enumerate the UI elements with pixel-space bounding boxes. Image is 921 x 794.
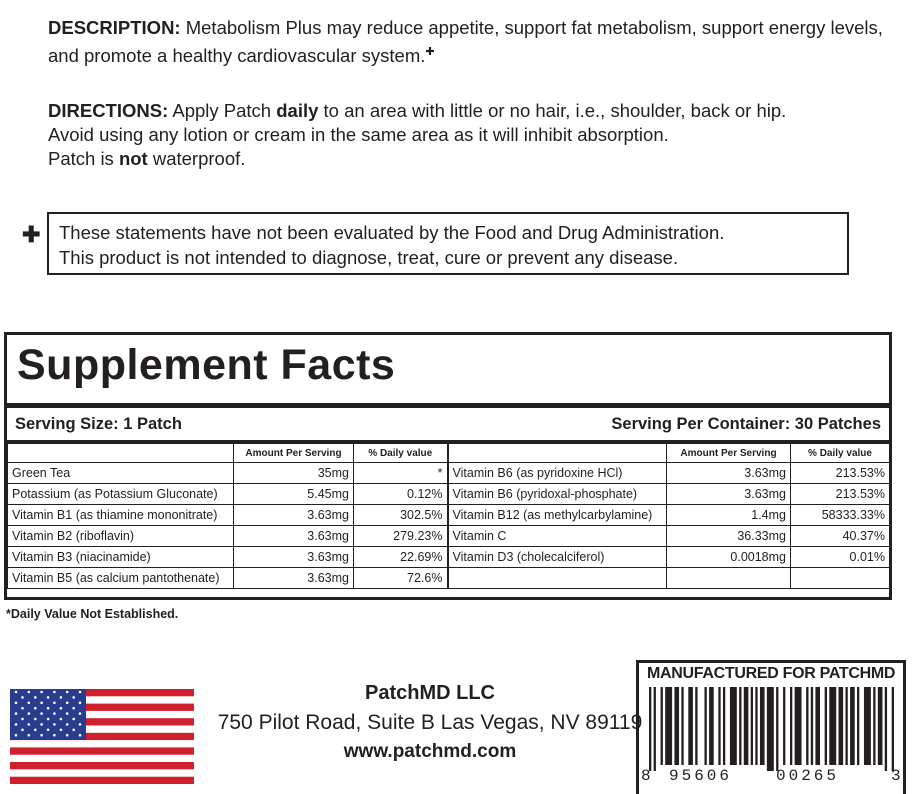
supplement-facts-table [7,443,890,589]
nutrient-name: Vitamin B2 (riboflavin) [8,526,234,547]
nutrient-daily-value: 279.23% [354,526,448,547]
nutrient-amount [667,568,791,589]
nutrient-name [448,568,667,589]
description-text: Metabolism Plus may reduce appetite, support fat metabolism, support energy levels, and promote a healthy cardiovascular system. [48,17,883,67]
nutrient-name: Vitamin B6 (pyridoxal-phosphate) [448,484,667,505]
description-label: DESCRIPTION: [48,17,181,38]
nutrient-amount: 0.0018mg [667,547,791,568]
nutrient-name: Vitamin B6 (as pyridoxine HCl) [448,463,667,484]
header-amount-right: Amount Per Serving [667,444,791,463]
directions-text-3: Patch is [48,148,119,169]
nutrient-name: Vitamin B3 (niacinamide) [8,547,234,568]
thick-divider [7,403,889,408]
nutrient-amount: 1.4mg [667,505,791,526]
nutrient-daily-value: 302.5% [354,505,448,526]
nutrient-name: Green Tea [8,463,234,484]
supplement-facts-panel [4,332,892,600]
fda-disclaimer-box [47,212,849,275]
disclaimer-line-2: This product is not intended to diagnose, treat, cure or prevent any disease. [59,247,679,268]
nutrient-amount: 3.63mg [234,547,354,568]
table-row [8,547,890,568]
nutrient-amount: 35mg [234,463,354,484]
header-dv-left: % Daily value [354,444,448,463]
description-mark: ✚ [425,46,435,58]
nutrient-name: Vitamin B1 (as thiamine mononitrate) [8,505,234,526]
nutrient-amount: 5.45mg [234,484,354,505]
company-info [205,682,655,763]
nutrient-amount: 3.63mg [667,463,791,484]
company-name: PatchMD LLC [365,682,495,704]
table-row [8,463,890,484]
nutrient-daily-value [791,568,890,589]
directions-text-1: Apply Patch [168,100,277,121]
barcode-group-1: 95606 [669,767,733,785]
description [48,16,908,68]
directions-label: DIRECTIONS: [48,100,169,121]
directions-bold-not: not [118,148,148,169]
nutrient-daily-value: 213.53% [791,484,890,505]
directions-line-2: Avoid using any lotion or cream in the same area as it will inhibit absorption. [48,124,669,145]
nutrient-name: Vitamin B5 (as calcium pantothenate) [8,568,234,589]
table-row [8,568,890,589]
nutrient-amount: 3.63mg [667,484,791,505]
barcode-group-2: 00265 [776,767,840,785]
table-row [8,526,890,547]
directions [48,99,908,171]
company-website: www.patchmd.com [343,741,517,762]
nutrient-daily-value: 0.01% [791,547,890,568]
nutrient-daily-value: 0.12% [354,484,448,505]
nutrient-amount: 3.63mg [234,568,354,589]
barcode-digit-first: 8 [641,767,651,785]
servings-per-container: Serving Per Container: 30 Patches [611,415,881,433]
barcode-digit-last: 3 [891,767,901,785]
directions-text-2: to an area with little or no hair, i.e., shoulder, back or hip. [318,100,787,121]
nutrient-amount: 3.63mg [234,526,354,547]
nutrient-name: Vitamin B12 (as methylcarbylamine) [448,505,667,526]
manufactured-for-label: MANUFACTURED FOR PATCHMD [647,665,896,682]
header-blank-right [448,444,667,463]
nutrient-daily-value: 213.53% [791,463,890,484]
daily-value-footnote: *Daily Value Not Established. [6,607,179,621]
nutrient-amount: 36.33mg [667,526,791,547]
nutrient-daily-value: 72.6% [354,568,448,589]
us-flag-icon [10,689,194,784]
nutrient-daily-value: 40.37% [791,526,890,547]
serving-size: Serving Size: 1 Patch [15,415,182,433]
table-header-row [8,444,890,463]
nutrient-amount: 3.63mg [234,505,354,526]
table-row [8,505,890,526]
nutrient-name: Potassium (as Potassium Gluconate) [8,484,234,505]
company-address: 750 Pilot Road, Suite B Las Vegas, NV 89119 [217,711,643,734]
barcode-icon [649,687,894,771]
disclaimer-line-1: These statements have not been evaluated by the Food and Drug Administration. [59,222,725,243]
nutrient-daily-value: 22.69% [354,547,448,568]
barcode-block [636,660,906,794]
header-blank-left [8,444,234,463]
nutrient-daily-value: * [354,463,448,484]
header-amount-left: Amount Per Serving [234,444,354,463]
nutrient-name: Vitamin C [448,526,667,547]
nutrient-name: Vitamin D3 (cholecalciferol) [448,547,667,568]
directions-bold-daily: daily [276,100,319,121]
table-row [8,484,890,505]
header-dv-right: % Daily value [791,444,890,463]
plus-icon: ✚ [22,222,41,247]
directions-text-4: waterproof. [147,148,246,169]
supplement-facts-title: Supplement Facts [17,341,396,389]
nutrient-daily-value: 58333.33% [791,505,890,526]
